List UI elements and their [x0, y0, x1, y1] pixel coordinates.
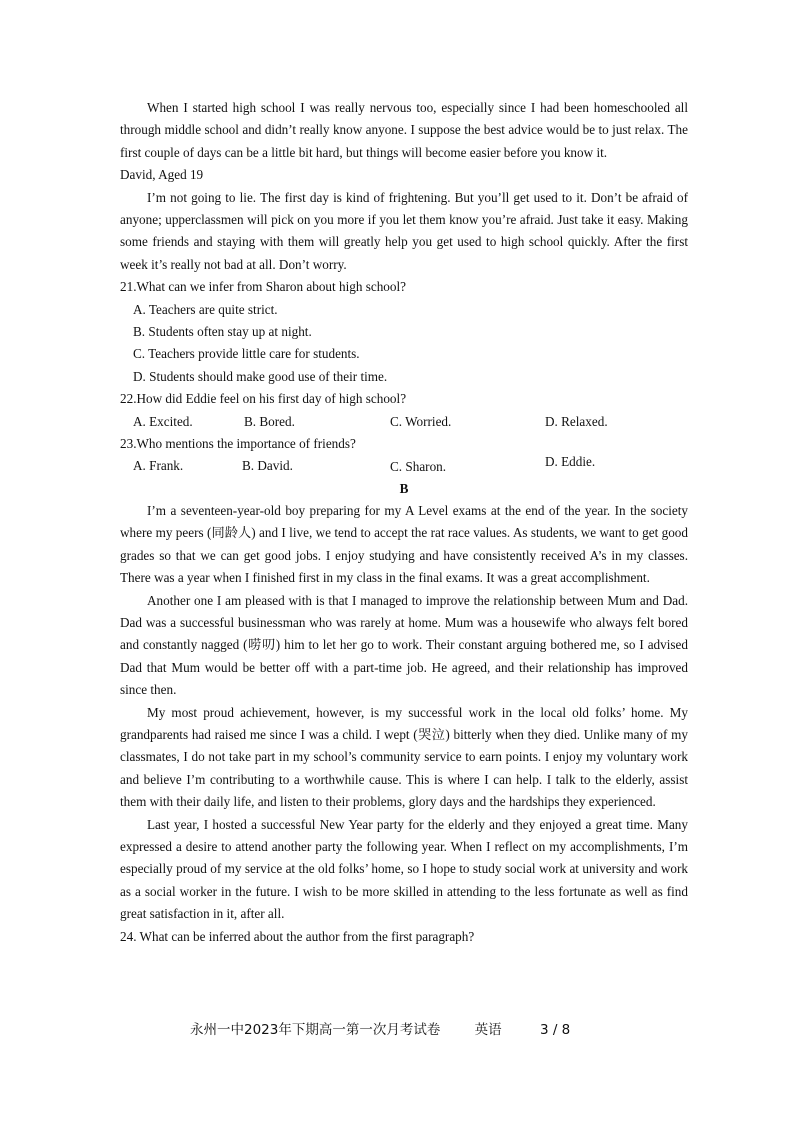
question-22-option-b: B. Bored. [244, 413, 295, 429]
passage-paragraph: Last year, I hosted a successful New Year party for the elderly and they enjoyed a great time. Many expressed a desire to attend another party the following year. When I reflect on my accomplishments, I’m especially proud of my service at the old folks’ home, so I hope to study social work at university and work as a social worker in the future. I wish to be more skilled in attending to the less fortunate as well as find great satisfaction in it, after all. [120, 816, 688, 922]
question-23-option-b: B. David. [242, 458, 293, 474]
question-22-stem: 22.How did Eddie feel on his first day of high school? [120, 391, 407, 407]
passage-paragraph: I’m not going to lie. The first day is kind of frightening. But you’ll get used to it. Don’t be afraid of anyone; upperclassmen will pick on you more if you let them know you’re afraid. Just take it easy. Making some friends and staying with them will greatly help you get used to high school quickly. After the first week it’s really not bad at all. Don’t worry. [120, 189, 688, 272]
question-23-option-c: C. Sharon. [390, 459, 447, 475]
exam-title: 永州一中2023年下期高一第一次月考试卷 [190, 1022, 441, 1038]
question-21-option-a: A. Teachers are quite strict. [133, 301, 278, 317]
question-24-stem: 24. What can be inferred about the author from the first paragraph? [120, 928, 475, 944]
page-number: 3 / 8 [539, 1022, 571, 1038]
question-21-option-b: B. Students often stay up at night. [133, 324, 312, 340]
page-footer [190, 1018, 610, 1038]
question-21-stem: 21.What can we infer from Sharon about high school? [120, 279, 407, 295]
question-21-option-d: D. Students should make good use of their time. [133, 368, 388, 384]
passage-paragraph: I’m a seventeen-year-old boy preparing for my A Level exams at the end of the year. In the society where my peers (同龄人) and I live, we tend to accept the rat race values. As students, we want to get good grades so that we can get good jobs. I enjoy studying and have consistently received A’s in my classes. There was a year when I finished first in my class in the final exams. It was a great accomplishment. [120, 502, 688, 586]
question-23-option-a: A. Frank. [133, 458, 184, 474]
question-22-option-a: A. Excited. [133, 413, 193, 429]
question-21-option-c: C. Teachers provide little care for students. [133, 346, 360, 362]
author-label: David, Aged 19 [120, 167, 204, 183]
question-22-options [133, 411, 688, 433]
exam-page [120, 97, 688, 948]
question-22-option-c: C. Worried. [390, 413, 452, 429]
section-heading: B [399, 480, 409, 496]
question-23-options [133, 455, 688, 477]
passage-paragraph: My most proud achievement, however, is my successful work in the local old folks’ home. My grandparents had raised me since I was a child. I wept (哭泣) bitterly when they died. Unlike many of my classmates, I do not take part in my school’s community service to earn points. I enjoy my voluntary work and believe I’m contributing to a worthwhile cause. This is where I can help. I talk to the elderly, assist them with their daily life, and listen to their problems, glory days and the hardships they experienced. [120, 704, 688, 810]
passage-paragraph: Another one I am pleased with is that I managed to improve the relationship between Mum and Dad. Dad was a successful businessman who was rarely at home. Mum was a housewife who always felt bored and constantly nagged (唠叨) him to let her go to work. Their constant arguing bothered me, so I advised Dad that Mum would be better off with a part-time job. He agreed, and their relationship has improved since then. [120, 592, 688, 698]
subject-label: 英语 [474, 1022, 502, 1038]
question-23-option-d: D. Eddie. [545, 454, 596, 470]
question-23-stem: 23.Who mentions the importance of friends? [120, 436, 356, 452]
passage-paragraph: When I started high school I was really nervous too, especially since I had been homeschooled all through middle school and didn’t really know anyone. I suppose the best advice would be to just relax. The first couple of days can be a little bit hard, but things will become easier before you know it. [120, 100, 688, 160]
question-22-option-d: D. Relaxed. [545, 413, 608, 429]
